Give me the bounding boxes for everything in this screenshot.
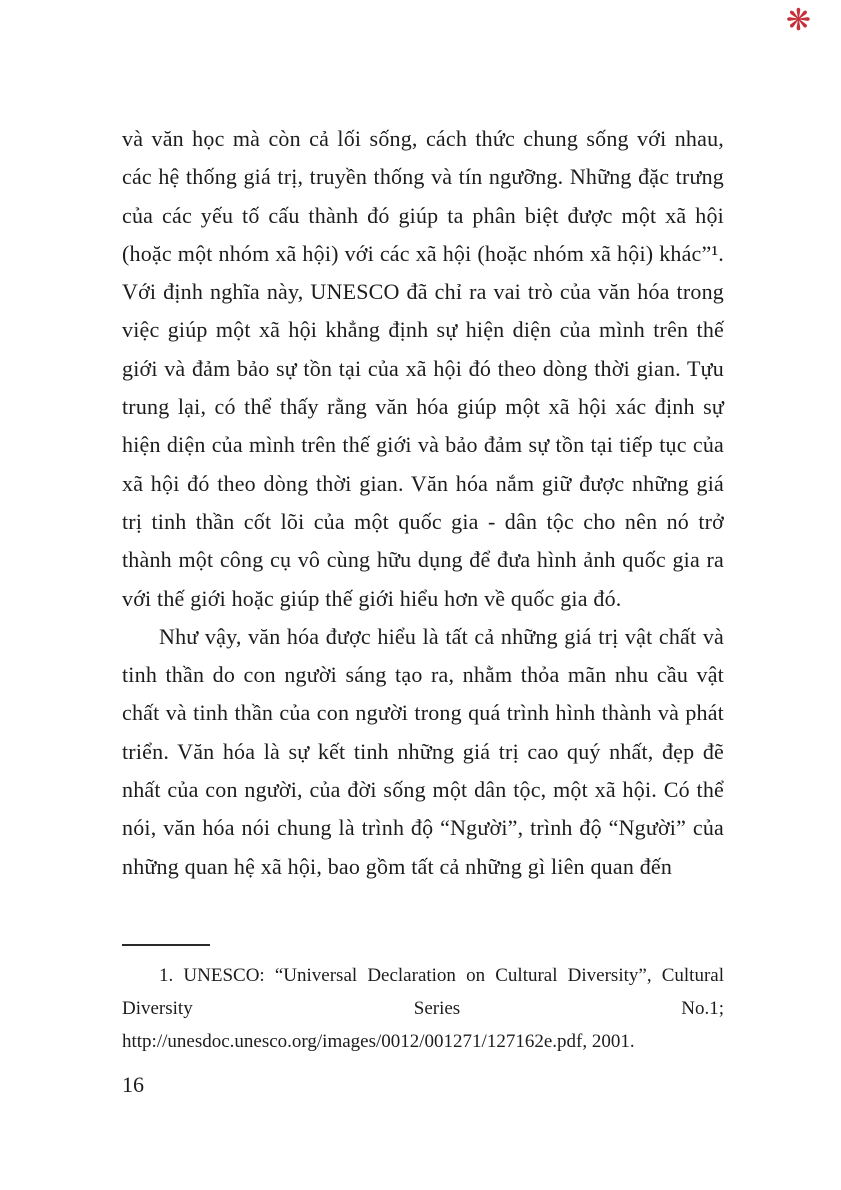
body-paragraph: Như vậy, văn hóa được hiểu là tất cả những giá trị vật chất và tinh thần do con người sáng tạo ra, nhằm thỏa mãn nhu cầu vật chất và tinh thần của con người trong quá trình hình thành và phát triển. Văn hóa là sự kết tinh những giá trị cao quý nhất, đẹp đẽ nhất của con người, của đời sống một dân tộc, một xã hội. Có thể nói, văn hóa nói chung là trình độ “Người”, trình độ “Người” của những quan hệ xã hội, bao gồm tất cả những gì liên quan đến (122, 623, 724, 879)
page-number: 16 (122, 1072, 144, 1097)
footnote-text: 1. UNESCO: “Universal Declaration on Cultural Diversity”, Cultural Diversity Series No.1; http://unesdoc.unesco.org/images/0012/001271/127162e.pdf, 2001. (122, 965, 724, 1052)
body-paragraph-continuation: và văn học mà còn cả lối sống, cách thức chung sống với nhau, các hệ thống giá trị, truyền thống và tín ngưỡng. Những đặc trưng của các yếu tố cấu thành đó giúp ta phân biệt được một xã hội (hoặc một nhóm xã hội) với các xã hội (hoặc nhóm xã hội) khác”¹. Với định nghĩa này, UNESCO đã chỉ ra vai trò của văn hóa trong việc giúp một xã hội khẳng định sự hiện diện của mình trên thế giới và đảm bảo sự tồn tại của xã hội đó theo dòng thời gian. Tựu trung lại, có thể thấy rằng văn hóa giúp một xã hội xác định sự hiện diện của mình trên thế giới và bảo đảm sự tồn tại tiếp tục của xã hội đó theo dòng thời gian. Văn hóa nắm giữ được những giá trị tinh thần cốt lõi của một quốc gia - dân tộc cho nên nó trở thành một công cụ vô cùng hữu dụng để đưa hình ảnh quốc gia ra với thế giới hoặc giúp thế giới hiểu hơn về quốc gia đó. (122, 126, 724, 611)
footnote-separator (122, 944, 210, 946)
flower-ornament-icon: ❋ (785, 4, 811, 37)
page-body (122, 120, 724, 886)
footnote-block (122, 944, 724, 1058)
